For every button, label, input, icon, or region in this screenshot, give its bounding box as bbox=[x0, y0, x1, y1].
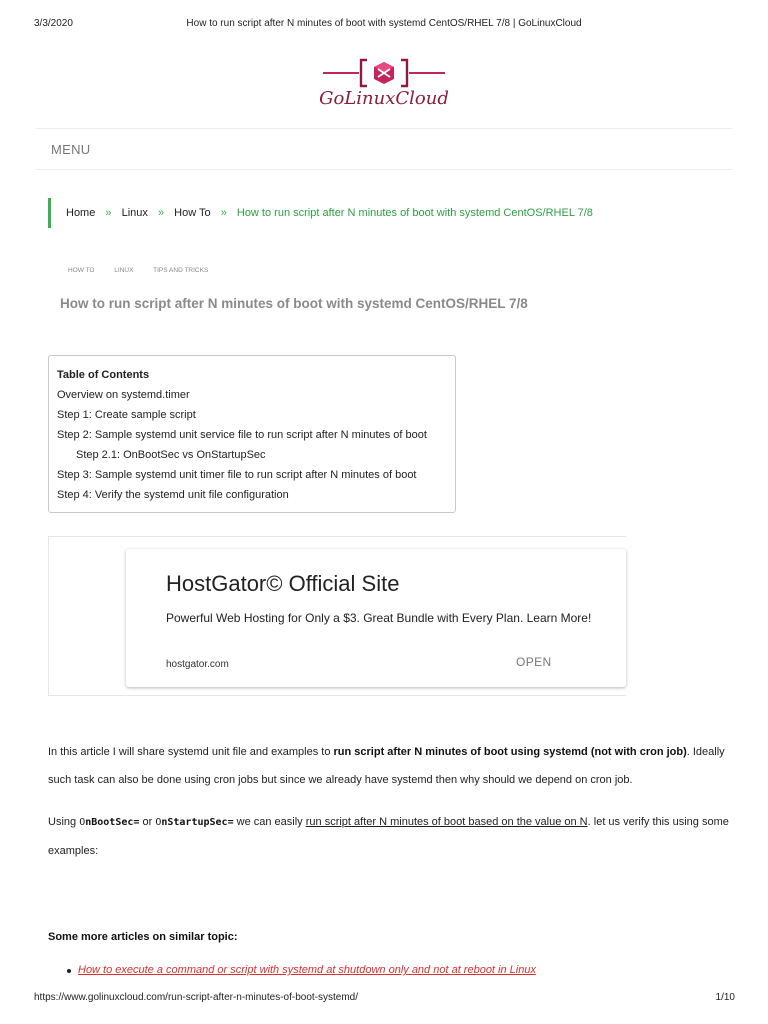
print-url: https://www.golinuxcloud.com/run-script-after-n-minutes-of-boot-systemd/ bbox=[34, 992, 359, 1003]
cube-logo-icon bbox=[323, 58, 445, 88]
print-page-title: How to run script after N minutes of boot with systemd CentOS/RHEL 7/8 | GoLinuxCloud bbox=[186, 18, 582, 29]
tag-linux[interactable]: LINUX bbox=[114, 267, 134, 274]
breadcrumb bbox=[48, 198, 738, 228]
similar-articles-heading: Some more articles on similar topic: bbox=[48, 931, 238, 943]
breadcrumb-separator: » bbox=[220, 207, 227, 219]
toc-item[interactable]: Step 3: Sample systemd unit timer file to run script after N minutes of boot bbox=[57, 469, 417, 481]
ad-card[interactable] bbox=[126, 549, 626, 687]
ad-description: Powerful Web Hosting for Only a $3. Great Bundle with Every Plan. Learn More! bbox=[166, 611, 592, 625]
toc-item[interactable]: Step 4: Verify the systemd unit file configuration bbox=[57, 489, 289, 501]
menu-bar bbox=[36, 128, 732, 170]
intro-paragraph: In this article I will share systemd unit file and examples to run script after N minutes of boot using systemd (not with cron job). Ideally such task can also be done using cron jobs but since we already have systemd then why should we depend on cron job. bbox=[48, 746, 725, 786]
ad-open-button[interactable]: OPEN bbox=[516, 655, 552, 669]
usage-paragraph: Using OnBootSec= or OnStartupSec= we can easily run script after N minutes of boot based on the value on N. let us verify this using some examples: bbox=[48, 816, 729, 857]
toc-item[interactable]: Step 2: Sample systemd unit service file to run script after N minutes of boot bbox=[57, 429, 427, 441]
article-title: How to run script after N minutes of boot with systemd CentOS/RHEL 7/8 bbox=[60, 296, 528, 311]
print-header bbox=[0, 18, 768, 32]
page-number: 1/10 bbox=[715, 992, 735, 1003]
onbootsec-code: OnBootSec= bbox=[79, 817, 140, 828]
underlined-text: run script after N minutes of boot based on the value on N bbox=[305, 816, 588, 828]
breadcrumb-linux[interactable]: Linux bbox=[121, 207, 148, 219]
print-footer bbox=[0, 992, 768, 1006]
breadcrumb-separator: » bbox=[157, 207, 165, 219]
toc-item[interactable]: Step 1: Create sample script bbox=[57, 409, 196, 421]
intro-emphasis: run script after N minutes of boot using systemd (not with cron job) bbox=[333, 746, 687, 758]
similar-article-link[interactable]: How to execute a command or script with systemd at shutdown only and not at reboot in Linux bbox=[78, 964, 536, 976]
toc-title: Table of Contents bbox=[57, 369, 150, 381]
breadcrumb-home[interactable]: Home bbox=[66, 207, 96, 219]
breadcrumb-separator: » bbox=[105, 207, 112, 219]
tag-how-to[interactable]: HOW TO bbox=[68, 267, 95, 274]
list-item bbox=[78, 964, 536, 976]
brand-name: GoLinuxCloud bbox=[319, 88, 449, 109]
ad-title[interactable]: HostGator© Official Site bbox=[166, 571, 400, 596]
menu-toggle[interactable]: MENU bbox=[51, 142, 91, 157]
breadcrumb-how-to[interactable]: How To bbox=[174, 207, 211, 219]
table-of-contents bbox=[48, 355, 456, 513]
toc-item[interactable]: Overview on systemd.timer bbox=[57, 389, 190, 401]
toc-subitem[interactable]: Step 2.1: OnBootSec vs OnStartupSec bbox=[76, 449, 266, 461]
similar-articles-list bbox=[78, 964, 536, 976]
onstartupsec-code: OnStartupSec= bbox=[155, 817, 234, 828]
print-date: 3/3/2020 bbox=[34, 18, 73, 29]
category-tags bbox=[68, 267, 226, 274]
tag-tips-and-tricks[interactable]: TIPS AND TRICKS bbox=[153, 267, 209, 274]
ad-domain: hostgator.com bbox=[166, 659, 229, 670]
breadcrumb-current: How to run script after N minutes of boot with systemd CentOS/RHEL 7/8 bbox=[236, 207, 593, 219]
site-logo[interactable] bbox=[0, 58, 768, 118]
